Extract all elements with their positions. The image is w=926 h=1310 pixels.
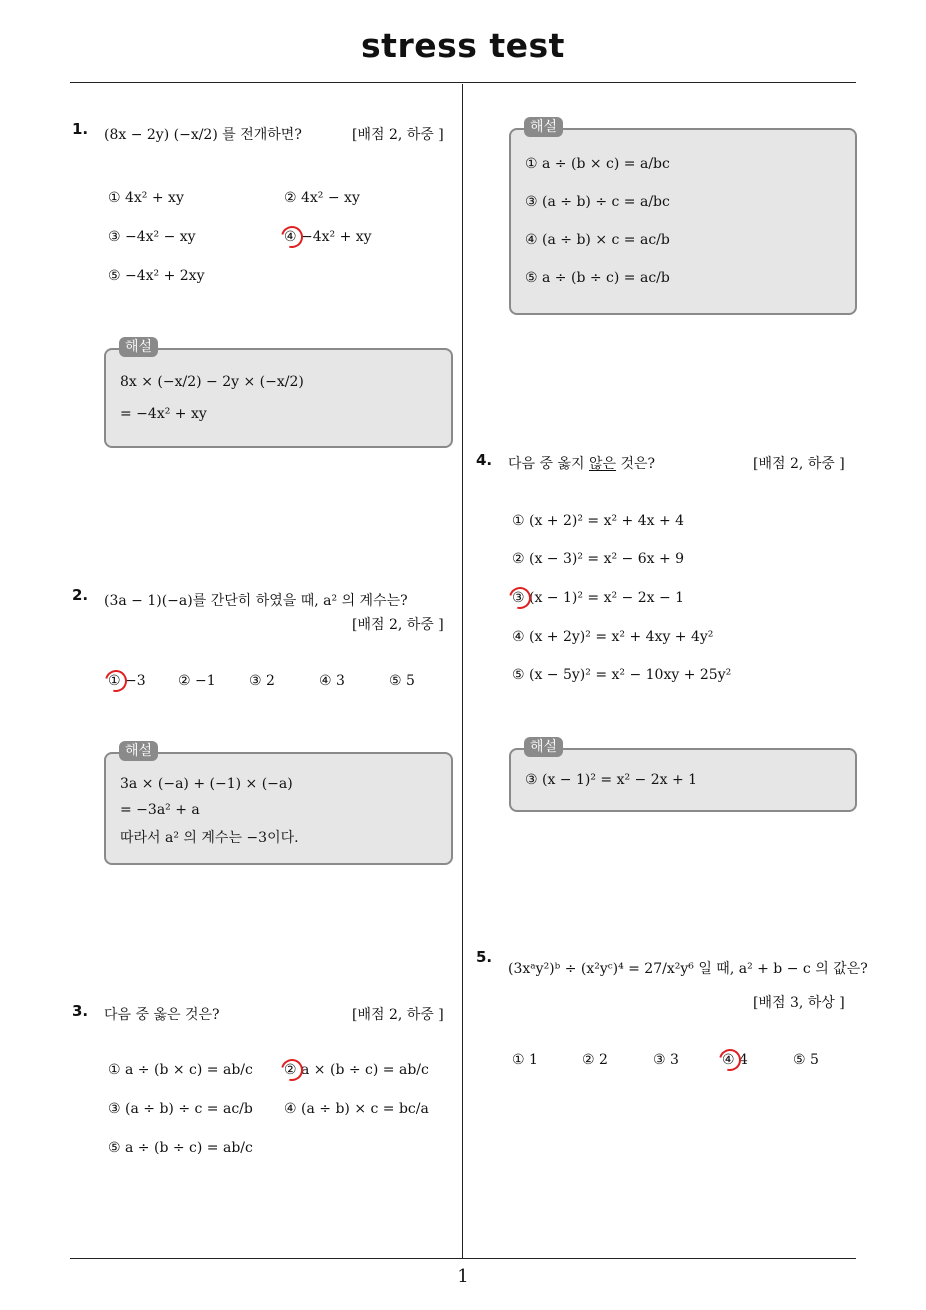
underlined-word: 않은 — [588, 456, 617, 472]
option-1[interactable]: ① (x + 2)² = x² + 4x + 4 — [512, 513, 685, 529]
question-meta: [배점 2, 하중 ] — [352, 617, 444, 633]
solution-box — [104, 348, 453, 448]
page-title: stress test — [361, 26, 565, 65]
question-meta: [배점 2, 하중 ] — [753, 456, 845, 472]
option-5[interactable]: ⑤ 5 — [389, 673, 415, 689]
solution-line: 3a × (−a) + (−1) × (−a) — [120, 776, 293, 792]
solution-line: ⑤ a ÷ (b ÷ c) = ac/b — [525, 270, 670, 286]
option-3[interactable]: ③ (x − 1)² = x² − 2x − 1 — [512, 590, 685, 606]
question-text: (8x − 2y) (−x/2) 를 전개하면? — [104, 127, 302, 143]
option-2[interactable]: ② 2 — [582, 1052, 608, 1068]
solution-box — [104, 752, 453, 865]
question-number: 3. — [72, 1002, 89, 1020]
solution-box — [509, 748, 857, 812]
option-2[interactable]: ② 4x² − xy — [284, 190, 360, 206]
column-divider — [462, 84, 463, 1258]
option-1[interactable]: ① 4x² + xy — [108, 190, 184, 206]
option-1[interactable]: ① 1 — [512, 1052, 538, 1068]
answer-mark — [505, 583, 535, 613]
question-number: 2. — [72, 586, 89, 604]
question-meta: [배점 2, 하중 ] — [352, 1007, 444, 1023]
question-number: 1. — [72, 120, 89, 138]
option-4[interactable]: ④ (a ÷ b) × c = bc/a — [284, 1101, 429, 1117]
solution-line: = −4x² + xy — [120, 406, 207, 422]
answer-mark — [277, 1055, 307, 1085]
solution-tag: 해설 — [524, 737, 563, 757]
option-5[interactable]: ⑤ −4x² + 2xy — [108, 268, 205, 284]
solution-line: = −3a² + a — [120, 802, 200, 818]
solution-line: 따라서 a² 의 계수는 −3이다. — [120, 830, 299, 846]
answer-mark — [715, 1045, 745, 1075]
question-meta: [배점 3, 하상 ] — [753, 995, 845, 1011]
question-text: 다음 중 옳은 것은? — [104, 1007, 220, 1023]
option-4[interactable]: ④ −4x² + xy — [284, 229, 372, 245]
question-text: (3a − 1)(−a)를 간단히 하였을 때, a² 의 계수는? — [104, 593, 408, 609]
option-3[interactable]: ③ 2 — [249, 673, 275, 689]
option-3[interactable]: ③ (a ÷ b) ÷ c = ac/b — [108, 1101, 253, 1117]
question-number: 5. — [476, 948, 493, 966]
option-4[interactable]: ④ 4 — [722, 1052, 748, 1068]
answer-mark — [277, 222, 307, 252]
option-2[interactable]: ② a × (b ÷ c) = ab/c — [284, 1062, 429, 1078]
option-4[interactable]: ④ 3 — [319, 673, 345, 689]
option-2[interactable]: ② (x − 3)² = x² − 6x + 9 — [512, 551, 685, 567]
option-5[interactable]: ⑤ 5 — [793, 1052, 819, 1068]
option-3[interactable]: ③ −4x² − xy — [108, 229, 196, 245]
option-4[interactable]: ④ (x + 2y)² = x² + 4xy + 4y² — [512, 629, 714, 645]
solution-line: 8x × (−x/2) − 2y × (−x/2) — [120, 374, 304, 390]
question-text: 다음 중 옳지 않은 것은? — [508, 456, 656, 472]
option-1[interactable]: ① −3 — [108, 673, 146, 689]
option-1[interactable]: ① a ÷ (b × c) = ab/c — [108, 1062, 253, 1078]
solution-tag: 해설 — [119, 741, 158, 761]
question-number: 4. — [476, 451, 493, 469]
page-number: 1 — [457, 1266, 469, 1287]
solution-line: ③ (a ÷ b) ÷ c = a/bc — [525, 194, 670, 210]
solution-tag: 해설 — [119, 337, 158, 357]
solution-line: ④ (a ÷ b) × c = ac/b — [525, 232, 670, 248]
option-5[interactable]: ⑤ a ÷ (b ÷ c) = ab/c — [108, 1140, 253, 1156]
solution-tag: 해설 — [524, 117, 563, 137]
option-5[interactable]: ⑤ (x − 5y)² = x² − 10xy + 25y² — [512, 667, 732, 683]
solution-line: ③ (x − 1)² = x² − 2x + 1 — [525, 772, 698, 788]
solution-box — [509, 128, 857, 315]
solution-line: ① a ÷ (b × c) = a/bc — [525, 156, 670, 172]
footer-rule — [70, 1258, 856, 1259]
question-text: (3xᵃy²)ᵇ ÷ (x²yᶜ)⁴ = 27/x²y⁶ 일 때, a² + b − c 의 값은? — [508, 961, 868, 977]
header-rule — [70, 82, 856, 83]
option-2[interactable]: ② −1 — [178, 673, 216, 689]
question-meta: [배점 2, 하중 ] — [352, 127, 444, 143]
option-3[interactable]: ③ 3 — [653, 1052, 679, 1068]
answer-mark — [101, 666, 131, 696]
